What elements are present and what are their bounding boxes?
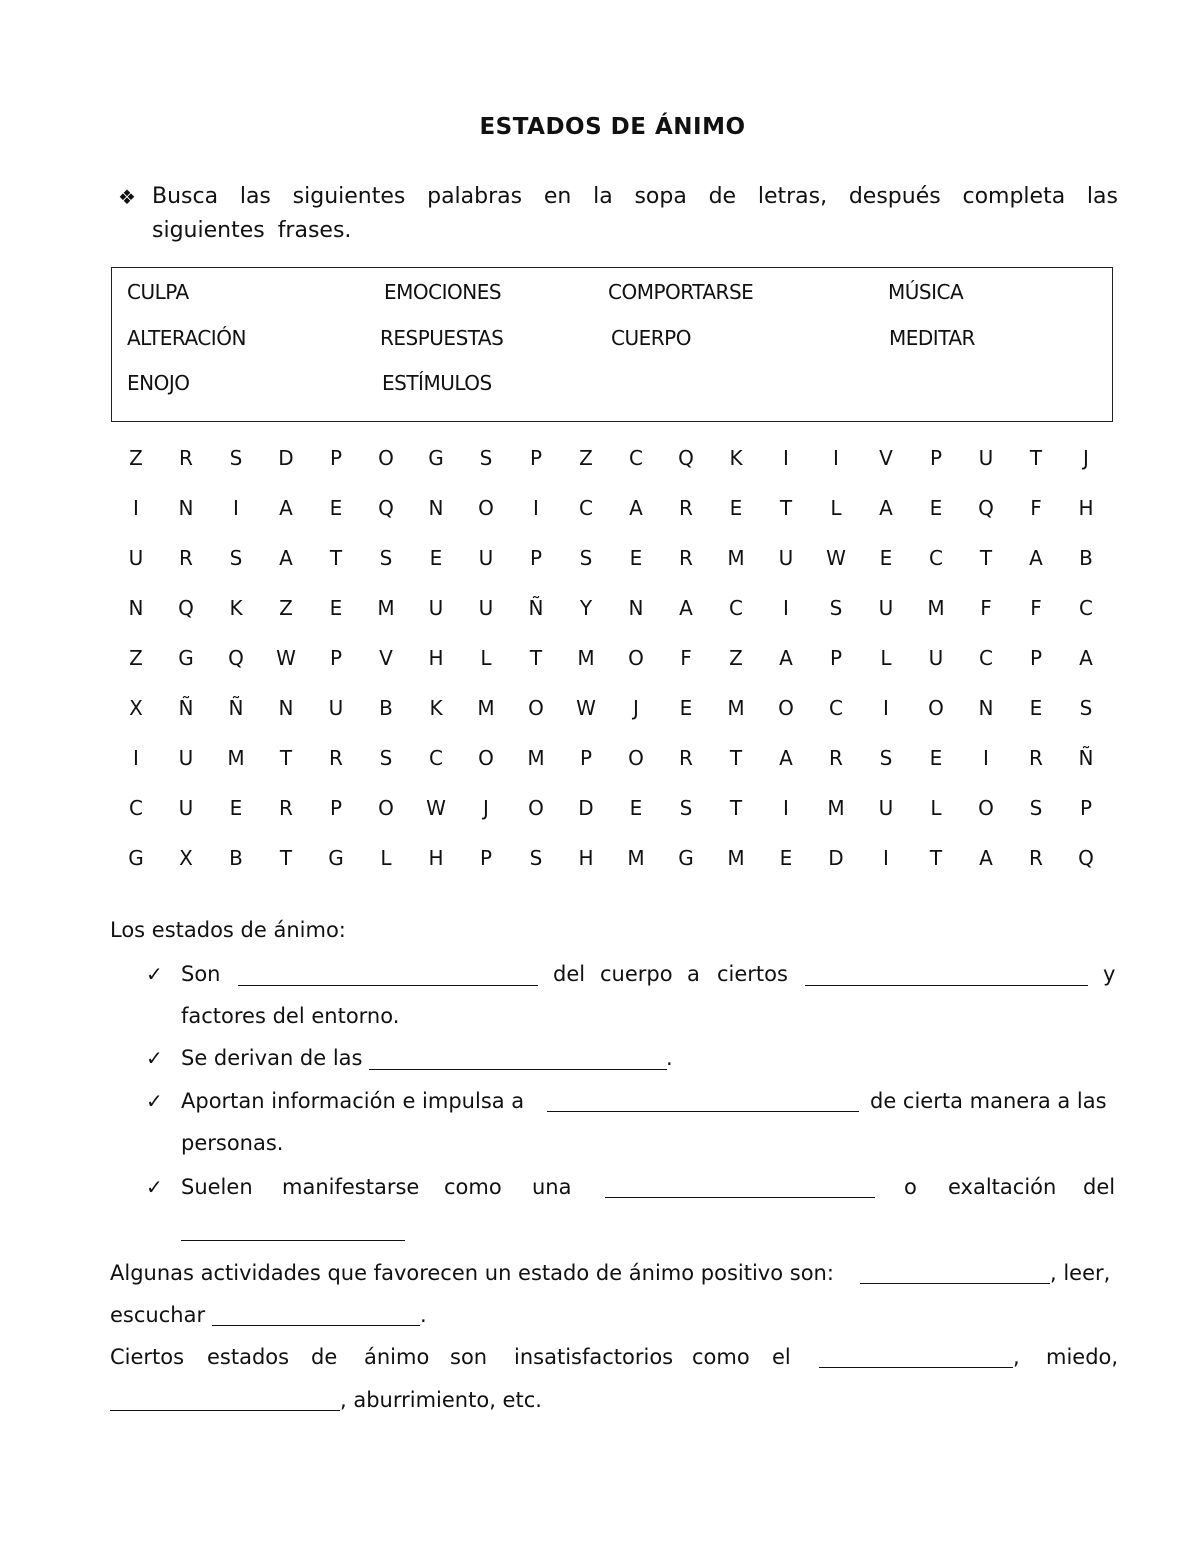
grid-letter: C [1079,596,1093,620]
grid-letter: U [128,546,144,570]
grid-letter: E [1029,696,1043,720]
grid-letter: K [229,596,243,620]
grid-letter: N [628,596,644,620]
grid-letter: I [533,496,539,520]
grid-letter: A [779,646,793,670]
grid-letter: V [879,446,893,470]
paragraph-text: son [450,1345,488,1369]
grid-letter: L [930,796,942,820]
grid-letter: S [679,796,693,820]
grid-letter: B [379,696,393,720]
paragraph-text: Ciertos [110,1345,185,1369]
paragraph-text: estados [207,1345,290,1369]
grid-letter: S [879,746,893,770]
sentence-text: y [1103,962,1116,986]
paragraph-text: , aburrimiento, etc. [340,1388,542,1412]
sentence-text: manifestarse [282,1175,420,1199]
grid-letter: Z [729,646,743,670]
grid-letter: A [679,596,693,620]
grid-letter: C [979,646,993,670]
grid-letter: I [783,446,789,470]
grid-letter: W [826,546,846,570]
grid-letter: Q [378,496,394,520]
grid-letter: N [978,696,994,720]
grid-letter: I [783,596,789,620]
section-title: Los estados de ánimo: [110,918,346,942]
grid-letter: E [679,696,693,720]
grid-letter: E [929,746,943,770]
grid-letter: O [778,696,794,720]
answer-blank[interactable] [547,1111,859,1112]
grid-letter: Q [978,496,994,520]
grid-letter: K [729,446,743,470]
grid-letter: R [829,746,843,770]
grid-letter: Ñ [228,696,244,720]
grid-letter: P [1029,646,1043,670]
paragraph-text: , [1013,1345,1020,1369]
word-bank-item: CUERPO [611,326,691,350]
grid-letter: E [329,596,343,620]
paragraph-text: ánimo [364,1345,430,1369]
grid-letter: R [1029,846,1043,870]
grid-letter: A [879,496,893,520]
grid-letter: O [378,446,394,470]
grid-letter: G [178,646,194,670]
answer-blank[interactable] [805,985,1088,986]
grid-letter: J [1083,446,1089,470]
grid-letter: O [928,696,944,720]
grid-letter: Z [579,446,593,470]
sentence-text: cuerpo [600,962,673,986]
grid-letter: I [133,496,139,520]
grid-letter: O [628,646,644,670]
grid-letter: U [178,746,194,770]
grid-letter: R [329,746,343,770]
grid-letter: B [1079,546,1093,570]
grid-letter: E [429,546,443,570]
grid-letter: B [229,846,243,870]
grid-letter: D [578,796,594,820]
grid-letter: L [830,496,842,520]
grid-letter: M [927,596,945,620]
grid-letter: R [679,496,693,520]
grid-letter: R [179,546,193,570]
grid-letter: L [380,846,392,870]
grid-letter: Q [228,646,244,670]
grid-letter: H [428,846,444,870]
grid-letter: C [429,746,443,770]
grid-letter: P [329,446,343,470]
grid-letter: R [179,446,193,470]
grid-letter: N [178,496,194,520]
grid-letter: T [729,796,743,820]
grid-letter: D [828,846,844,870]
grid-letter: O [478,746,494,770]
grid-letter: P [1079,796,1093,820]
word-bank-item: EMOCIONES [384,280,502,304]
grid-letter: O [478,496,494,520]
grid-letter: T [779,496,793,520]
grid-letter: P [829,646,843,670]
grid-letter: R [1029,746,1043,770]
grid-letter: T [729,746,743,770]
grid-letter: X [129,696,143,720]
sentence-text: a [687,962,700,986]
grid-letter: A [279,546,293,570]
check-icon: ✓ [146,1089,163,1113]
word-bank-item: MÚSICA [888,280,964,304]
grid-letter: O [628,746,644,770]
grid-letter: Q [678,446,694,470]
grid-letter: P [529,446,543,470]
grid-letter: H [1078,496,1094,520]
paragraph-text: como [692,1345,750,1369]
grid-letter: M [227,746,245,770]
grid-letter: S [379,546,393,570]
grid-letter: S [229,546,243,570]
grid-letter: G [128,846,144,870]
sentence-text: ciertos [717,962,788,986]
grid-letter: I [883,696,889,720]
grid-letter: F [980,596,992,620]
answer-blank[interactable] [605,1197,875,1198]
answer-blank[interactable] [819,1367,1013,1368]
answer-blank[interactable] [181,1240,405,1241]
grid-letter: M [727,696,745,720]
grid-letter: P [579,746,593,770]
grid-letter: C [579,496,593,520]
answer-blank[interactable] [212,1325,420,1326]
sentence-text: Se derivan de las [181,1046,363,1070]
check-icon: ✓ [146,1175,163,1199]
sentence-text: de cierta manera a las [870,1089,1107,1113]
answer-blank[interactable] [860,1283,1050,1284]
paragraph-text: de [311,1345,338,1369]
grid-letter: U [928,646,944,670]
grid-letter: L [480,646,492,670]
grid-letter: U [978,446,994,470]
grid-letter: T [279,846,293,870]
grid-letter: M [377,596,395,620]
grid-letter: A [629,496,643,520]
grid-letter: G [328,846,344,870]
grid-letter: O [528,696,544,720]
grid-letter: F [1030,496,1042,520]
grid-letter: X [179,846,193,870]
grid-letter: N [428,496,444,520]
grid-letter: C [129,796,143,820]
grid-letter: U [478,546,494,570]
paragraph-text: el [772,1345,791,1369]
grid-letter: I [233,496,239,520]
grid-letter: E [629,546,643,570]
grid-letter: Ñ [178,696,194,720]
sentence-text: . [666,1046,673,1070]
sentence-text: personas. [181,1131,284,1155]
grid-letter: M [577,646,595,670]
page-title: ESTADOS DE ÁNIMO [479,114,746,140]
grid-letter: R [279,796,293,820]
answer-blank[interactable] [369,1069,667,1070]
word-bank-item: ESTÍMULOS [382,371,492,395]
grid-letter: C [829,696,843,720]
grid-letter: Q [178,596,194,620]
paragraph-text: insatisfactorios [514,1345,674,1369]
sentence-text: del [553,962,586,986]
paragraph-text: , leer, [1050,1261,1111,1285]
grid-letter: P [329,646,343,670]
grid-letter: S [379,746,393,770]
paragraph-text: Algunas actividades que favorecen un estado de ánimo positivo son: [110,1261,834,1285]
sentence-text: Aportan información e impulsa a [181,1089,525,1113]
grid-letter: K [429,696,443,720]
grid-letter: L [880,646,892,670]
grid-letter: R [679,546,693,570]
grid-letter: S [579,546,593,570]
grid-letter: M [627,846,645,870]
sentence-text: factores del entorno. [181,1004,400,1028]
grid-letter: J [633,696,639,720]
grid-letter: M [477,696,495,720]
grid-letter: M [827,796,845,820]
grid-letter: U [328,696,344,720]
grid-letter: I [833,446,839,470]
grid-letter: I [783,796,789,820]
grid-letter: T [979,546,993,570]
grid-letter: C [729,596,743,620]
word-bank-item: RESPUESTAS [380,326,504,350]
word-bank-item: CULPA [127,280,189,304]
grid-letter: Z [279,596,293,620]
grid-letter: Z [129,646,143,670]
grid-letter: T [279,746,293,770]
grid-letter: T [329,546,343,570]
grid-letter: P [329,796,343,820]
sentence-text: o [904,1175,917,1199]
grid-letter: N [128,596,144,620]
grid-letter: C [629,446,643,470]
paragraph-text: escuchar [110,1303,206,1327]
grid-letter: U [428,596,444,620]
grid-letter: E [779,846,793,870]
grid-letter: T [529,646,543,670]
check-icon: ✓ [146,1046,163,1070]
grid-letter: O [528,796,544,820]
grid-letter: O [978,796,994,820]
grid-letter: O [378,796,394,820]
grid-letter: M [527,746,545,770]
grid-letter: V [379,646,393,670]
grid-letter: P [479,846,493,870]
grid-letter: E [329,496,343,520]
sentence-text: del [1083,1175,1116,1199]
grid-letter: W [576,696,596,720]
grid-letter: E [879,546,893,570]
paragraph-text: miedo, [1046,1345,1119,1369]
grid-letter: E [229,796,243,820]
grid-letter: A [279,496,293,520]
grid-letter: S [529,846,543,870]
sentence-text: exaltación [948,1175,1057,1199]
grid-letter: P [929,446,943,470]
grid-letter: S [1029,796,1043,820]
grid-letter: F [1030,596,1042,620]
answer-blank[interactable] [110,1410,340,1411]
grid-letter: U [878,596,894,620]
grid-letter: G [678,846,694,870]
grid-letter: U [778,546,794,570]
grid-letter: T [929,846,943,870]
grid-letter: C [929,546,943,570]
grid-letter: N [278,696,294,720]
grid-letter: I [883,846,889,870]
grid-letter: Ñ [1078,746,1094,770]
word-bank-item: ENOJO [127,371,190,395]
paragraph-text: . [420,1303,427,1327]
grid-letter: U [878,796,894,820]
grid-letter: G [428,446,444,470]
grid-letter: T [1029,446,1043,470]
grid-letter: D [278,446,294,470]
grid-letter: M [727,846,745,870]
grid-letter: I [133,746,139,770]
grid-letter: R [679,746,693,770]
grid-letter: E [929,496,943,520]
word-bank-item: COMPORTARSE [608,280,754,304]
grid-letter: J [483,796,489,820]
word-bank-item: MEDITAR [889,326,975,350]
sentence-text: Suelen [181,1175,253,1199]
grid-letter: A [1079,646,1093,670]
grid-letter: F [680,646,692,670]
grid-letter: P [529,546,543,570]
grid-letter: U [178,796,194,820]
grid-letter: S [479,446,493,470]
grid-letter: S [229,446,243,470]
grid-letter: A [1029,546,1043,570]
check-icon: ✓ [146,962,163,986]
grid-letter: U [478,596,494,620]
grid-letter: Y [579,596,593,620]
grid-letter: H [428,646,444,670]
grid-letter: E [729,496,743,520]
grid-letter: S [1079,696,1093,720]
diamond-bullet-icon: ❖ [118,185,136,209]
answer-blank[interactable] [238,985,538,986]
sentence-text: una [532,1175,572,1199]
grid-letter: Z [129,446,143,470]
grid-letter: A [979,846,993,870]
grid-letter: Ñ [528,596,544,620]
grid-letter: H [578,846,594,870]
grid-letter: W [426,796,446,820]
grid-letter: W [276,646,296,670]
word-bank-item: ALTERACIÓN [127,326,246,350]
instruction-text: Busca las siguientes palabras en la sopa de letras, después completa las siguientes frases. [152,184,1118,243]
grid-letter: M [727,546,745,570]
grid-letter: S [829,596,843,620]
grid-letter: E [629,796,643,820]
grid-letter: Q [1078,846,1094,870]
sentence-text: Son [181,962,221,986]
sentence-text: como [444,1175,502,1199]
grid-letter: I [983,746,989,770]
grid-letter: A [779,746,793,770]
